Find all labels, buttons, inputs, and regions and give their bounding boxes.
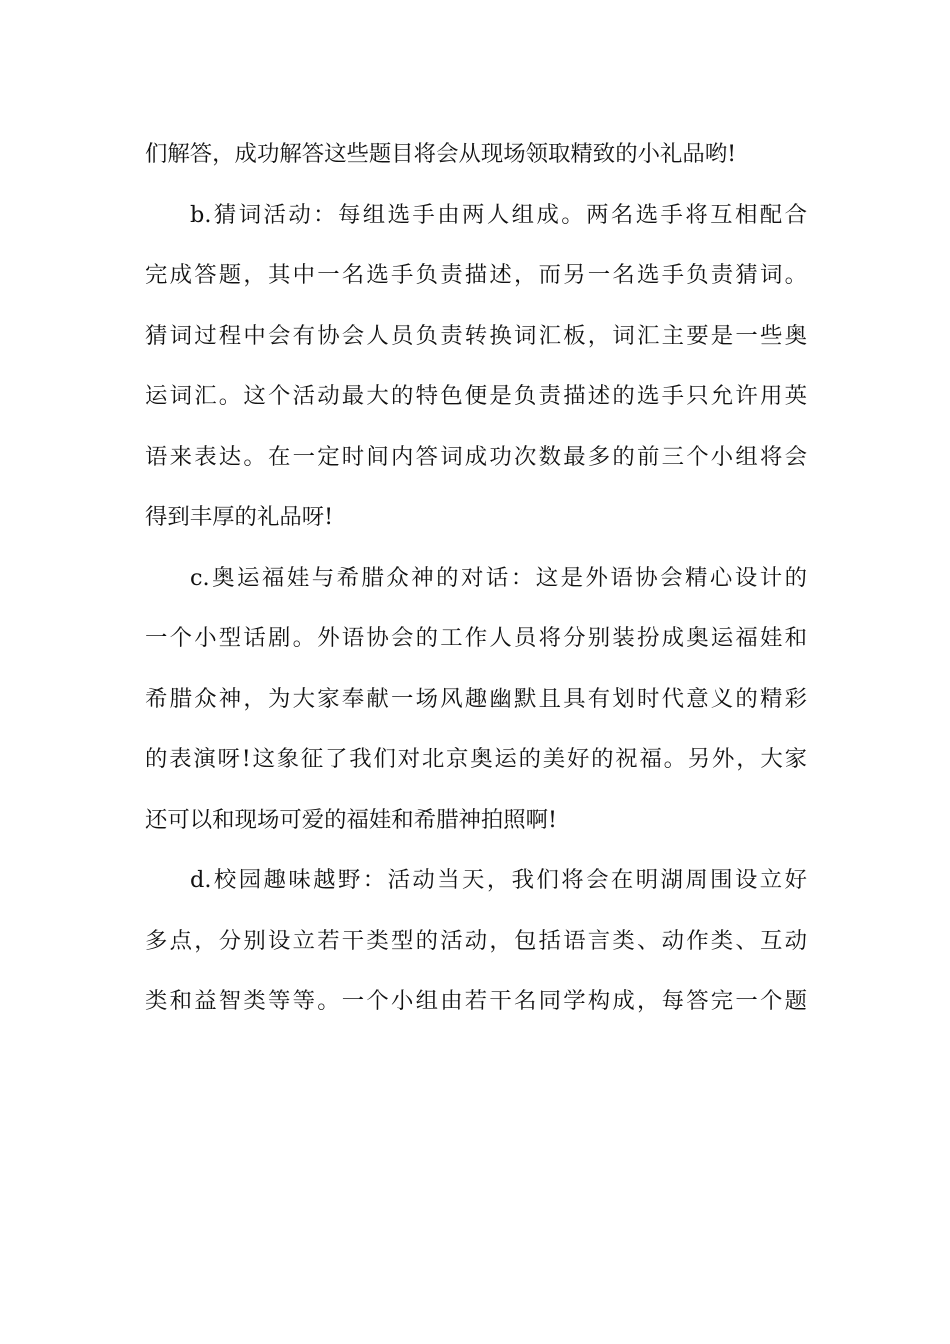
text-line: c.奥运福娃与希腊众神的对话：这是外语协会精心设计的 xyxy=(190,564,807,591)
body-text xyxy=(145,124,807,1032)
text-line: 们解答，成功解答这些题目将会从现场领取精致的小礼品哟! xyxy=(145,141,737,167)
text-line: 多点，分别设立若干类型的活动，包括语言类、动作类、互动 xyxy=(145,927,807,954)
text-line: 猜词过程中会有协会人员负责转换词汇板，词汇主要是一些奥 xyxy=(145,322,807,349)
text-line: 还可以和现场可爱的福娃和希腊神拍照啊! xyxy=(145,806,558,833)
text-line: 完成答题，其中一名选手负责描述，而另一名选手负责猜词。 xyxy=(145,262,807,288)
text-line: 得到丰厚的礼品呀! xyxy=(145,504,334,530)
text-line: 一个小型话剧。外语协会的工作人员将分别装扮成奥运福娃和 xyxy=(145,625,807,651)
text-line: 希腊众神，为大家奉献一场风趣幽默且具有划时代意义的精彩 xyxy=(145,685,807,712)
text-line: 类和益智类等等。一个小组由若干名同学构成，每答完一个题 xyxy=(145,988,807,1014)
text-line: b.猜词活动：每组选手由两人组成。两名选手将互相配合 xyxy=(190,201,807,228)
text-line: 运词汇。这个活动最大的特色便是负责描述的选手只允许用英 xyxy=(145,383,807,409)
text-line: 的表演呀!这象征了我们对北京奥运的美好的祝福。另外，大家 xyxy=(145,746,807,772)
text-line: 语来表达。在一定时间内答词成功次数最多的前三个小组将会 xyxy=(145,443,807,470)
text-line: d.校园趣味越野：活动当天，我们将会在明湖周围设立好 xyxy=(190,867,807,893)
